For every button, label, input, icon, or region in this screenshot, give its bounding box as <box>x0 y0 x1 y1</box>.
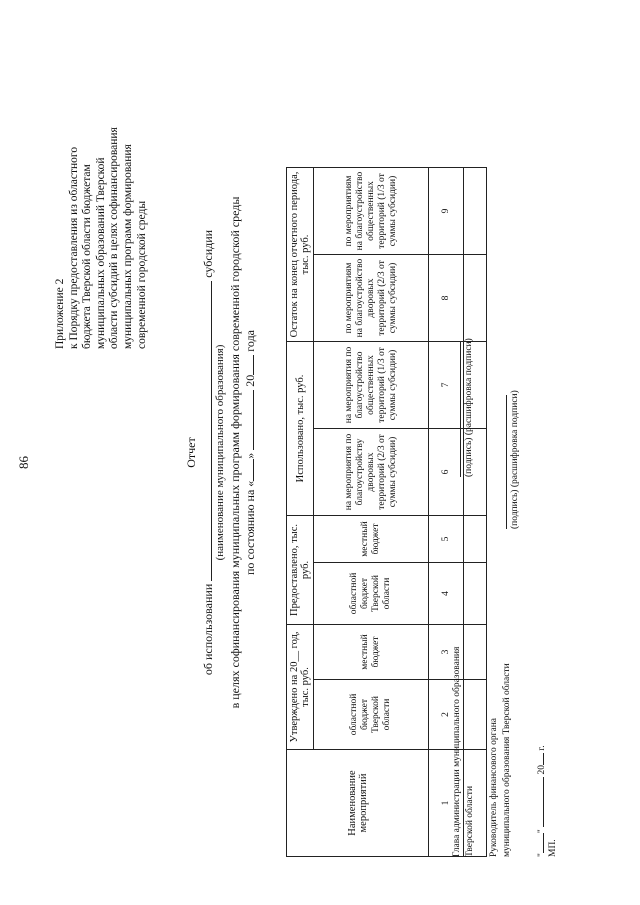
col-number: 2 <box>429 680 464 750</box>
date-day-blank <box>534 833 544 853</box>
report-title: Отчет <box>184 437 198 468</box>
date-open-quote: по состоянию на « <box>243 480 257 576</box>
signature-date <box>534 745 547 857</box>
sub-used-yards: на мероприятия по благоустройству дворовых территорий (2/3 от суммы субсидии) <box>314 429 429 516</box>
year-blank <box>242 355 254 375</box>
head-signature-line <box>460 341 461 477</box>
date-quote-open: " <box>537 853 547 857</box>
head-signature-label-2: Тверской области <box>465 785 475 857</box>
appendix-line: современной городской среды <box>135 200 148 349</box>
col-number: 6 <box>429 429 464 516</box>
report-date-line <box>242 0 258 905</box>
table-header-row <box>287 168 314 857</box>
year-prefix: 20 <box>243 374 257 387</box>
day-blank <box>242 459 254 481</box>
head-signature-caption: (подпись) (расшифровка подписи) <box>464 338 474 477</box>
head-signature-label-1: Глава администрации муниципального образования <box>452 646 462 857</box>
finance-signature-caption: (подпись) (расшифровка подписи) <box>510 390 520 529</box>
sub-provided-regional: областной бюджет Тверской области <box>314 563 429 625</box>
stamp-place: МП. <box>548 839 558 857</box>
month-blank <box>242 390 254 450</box>
col-number: 7 <box>429 342 464 429</box>
table-cell <box>464 625 487 680</box>
report-subject-prefix: об использовании <box>201 583 215 676</box>
municipality-blank <box>200 281 212 581</box>
appendix-line: муниципальных образований Тверской <box>94 157 107 349</box>
col-number: 1 <box>429 750 464 857</box>
year-suffix: года <box>243 329 257 352</box>
table-cell <box>464 168 487 255</box>
municipality-caption: (наименование муниципального образования) <box>214 344 226 561</box>
col-number: 5 <box>429 516 464 563</box>
header-provided: Предоставлено, тыс. руб. <box>287 516 314 625</box>
header-used: Использовано, тыс. руб. <box>287 342 314 516</box>
col-number: 4 <box>429 563 464 625</box>
sub-used-public: на мероприятия по благоустройство общественных территорий (1/3 от суммы субсидии) <box>314 342 429 429</box>
header-balance: Остаток на конец отчетного периода, тыс. руб. <box>287 168 314 342</box>
date-month-blank <box>534 777 544 827</box>
sub-provided-local: местный бюджет <box>314 516 429 563</box>
col-number: 9 <box>429 168 464 255</box>
date-year-blank <box>534 753 544 765</box>
sub-balance-yards: по мероприятиям на благоустройство дворовых территорий (2/3 от суммы субсидии) <box>314 255 429 342</box>
date-quote-close: " <box>537 829 547 834</box>
appendix-line: к Порядку предоставления из областного <box>67 146 80 349</box>
page-number: 86 <box>16 456 31 469</box>
header-approved: Утверждено на 20__ год, тыс. руб. <box>287 625 314 750</box>
finance-signature-label-2: муниципального образования Тверской области <box>502 663 512 857</box>
finance-signature-label-1: Руководитель финансового органа <box>489 717 499 857</box>
report-purpose-line: в целях софинансирования муниципальных программ формирования современной городской среды <box>228 196 242 709</box>
table-row-empty <box>464 168 487 857</box>
date-year-prefix: 20 <box>537 764 547 775</box>
appendix-line: Приложение 2 <box>54 278 66 349</box>
table-cell <box>464 680 487 750</box>
appendix-line: муниципальных программ формирования <box>121 144 134 349</box>
table-cell <box>464 516 487 563</box>
date-close-quote: » <box>243 452 257 459</box>
table-cell <box>464 563 487 625</box>
appendix-line: бюджета Тверской области бюджетам <box>81 164 94 349</box>
sub-approved-local: местный бюджет <box>314 625 429 680</box>
report-subject-suffix: субсидии <box>201 229 215 278</box>
appendix-block <box>54 19 149 349</box>
sub-approved-regional: областной бюджет Тверской области <box>314 680 429 750</box>
appendix-line: области субсидий в целях софинансирования <box>108 127 121 349</box>
finance-signature-line <box>506 395 507 529</box>
header-activity: Наименование мероприятий <box>287 750 429 857</box>
col-number: 8 <box>429 255 464 342</box>
sub-balance-public: по мероприятиям на благоустройство общественных территорий (1/3 от суммы субсидии) <box>314 168 429 255</box>
date-suffix: г. <box>537 745 547 751</box>
table-cell <box>464 255 487 342</box>
col-number: 3 <box>429 625 464 680</box>
